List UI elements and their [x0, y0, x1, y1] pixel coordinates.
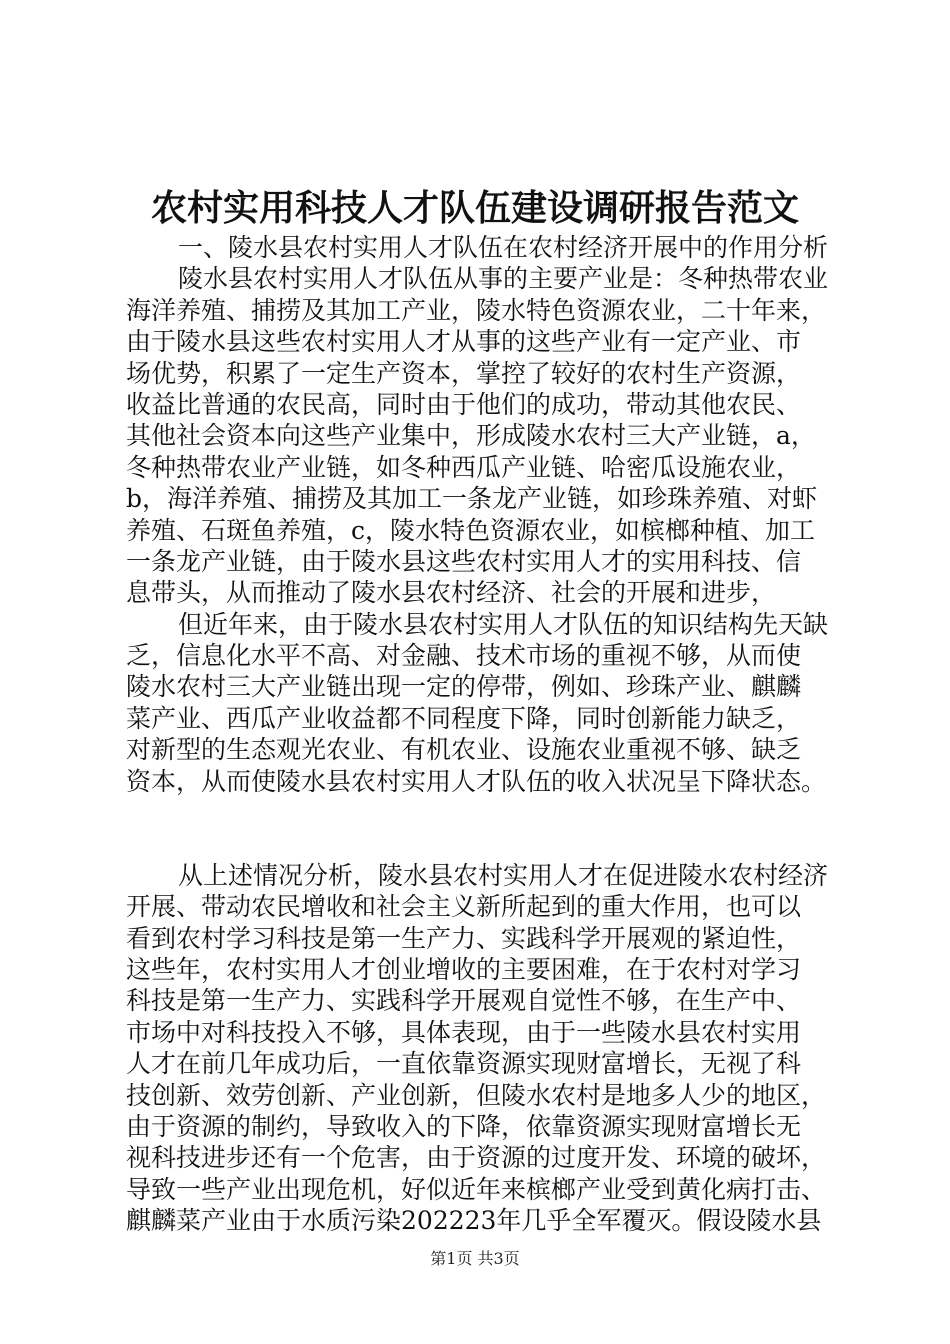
section-heading: 一、陵水县农村实用人才队伍在农村经济开展中的作用分析 — [178, 233, 829, 262]
paragraph-line: 人才在前几年成功后，一直依靠资源实现财富增长，无视了科 — [126, 1049, 802, 1079]
paragraph-line: 从上述情况分析，陵水县农村实用人才在促进陵水农村经济 — [178, 860, 829, 890]
paragraph-line: 但近年来，由于陵水县农村实用人才队伍的知识结构先天缺 — [178, 609, 829, 639]
paragraph-line: 视科技进步还有一个危害，由于资源的过度开发、环境的破坏， — [126, 1143, 827, 1173]
paragraph-line: 由于陵水县这些农村实用人才从事的这些产业有一定产业、市 — [126, 327, 802, 357]
paragraph-line: 一条龙产业链，由于陵水县这些农村实用人才的实用科技、信 — [126, 546, 802, 576]
paragraph-line: 冬种热带农业产业链，如冬种西瓜产业链、哈密瓜设施农业， — [126, 452, 802, 482]
document-body — [126, 232, 856, 1237]
document-title: 农村实用科技人才队伍建设调研报告范文 — [150, 187, 799, 229]
paragraph-line: 科技是第一生产力、实践科学开展观自觉性不够，在生产中、 — [126, 986, 802, 1016]
paragraph-line: 导致一些产业出现危机，好似近年来槟榔产业受到黄化病打击、 — [126, 1174, 827, 1204]
paragraph-line: 开展、带动农民增收和社会主义新所起到的重大作用，也可以 — [126, 892, 802, 922]
paragraph-line: 收益比普通的农民高，同时由于他们的成功，带动其他农民、 — [126, 389, 802, 419]
paragraph-line: 对新型的生态观光农业、有机农业、设施农业重视不够、缺乏 — [126, 735, 802, 765]
paragraph-line: 市场中对科技投入不够，具体表现，由于一些陵水县农村实用 — [126, 1017, 802, 1047]
paragraph-line: 这些年，农村实用人才创业增收的主要困难，在于农村对学习 — [126, 955, 802, 984]
paragraph-line: 养殖、石斑鱼养殖，c，陵水特色资源农业，如槟榔种植、加工 — [126, 515, 816, 545]
paragraph-line: b，海洋养殖、捕捞及其加工一条龙产业链，如珍珠养殖、对虾 — [126, 484, 818, 514]
paragraph-line: 麒麟菜产业由于水质污染202223年几乎全军覆灭。假设陵水县 — [126, 1206, 822, 1236]
paragraph-line: 看到农村学习科技是第一生产力、实践科学开展观的紧迫性， — [126, 923, 802, 953]
paragraph-line: 由于资源的制约，导致收入的下降，依靠资源实现财富增长无 — [126, 1111, 802, 1141]
paragraph-line: 菜产业、西瓜产业收益都不同程度下降，同时创新能力缺乏， — [126, 703, 802, 733]
paragraph-line: 乏，信息化水平不高、对金融、技术市场的重视不够，从而使 — [126, 641, 802, 671]
page-number: 第1页 共3页 — [430, 1249, 520, 1268]
paragraph-line: 陵水县农村实用人才队伍从事的主要产业是：冬种热带农业 — [178, 264, 829, 294]
paragraph-line: 海洋养殖、捕捞及其加工产业，陵水特色资源农业，二十年来， — [126, 295, 827, 325]
paragraph-line: 陵水农村三大产业链出现一定的停带，例如、珍珠产业、麒麟 — [126, 672, 802, 702]
paragraph-line: 其他社会资本向这些产业集中，形成陵水农村三大产业链，a， — [126, 421, 816, 451]
paragraph-gap — [126, 797, 856, 860]
paragraph-line: 资本，从而使陵水县农村实用人才队伍的收入状况呈下降状态。 — [126, 766, 827, 796]
paragraph-line: 技创新、效劳创新、产业创新，但陵水农村是地多人少的地区， — [126, 1080, 827, 1110]
paragraph-line: 息带头，从而推动了陵水县农村经济、社会的开展和进步， — [126, 578, 777, 608]
paragraph-line: 场优势，积累了一定生产资本，掌控了较好的农村生产资源， — [126, 358, 802, 388]
